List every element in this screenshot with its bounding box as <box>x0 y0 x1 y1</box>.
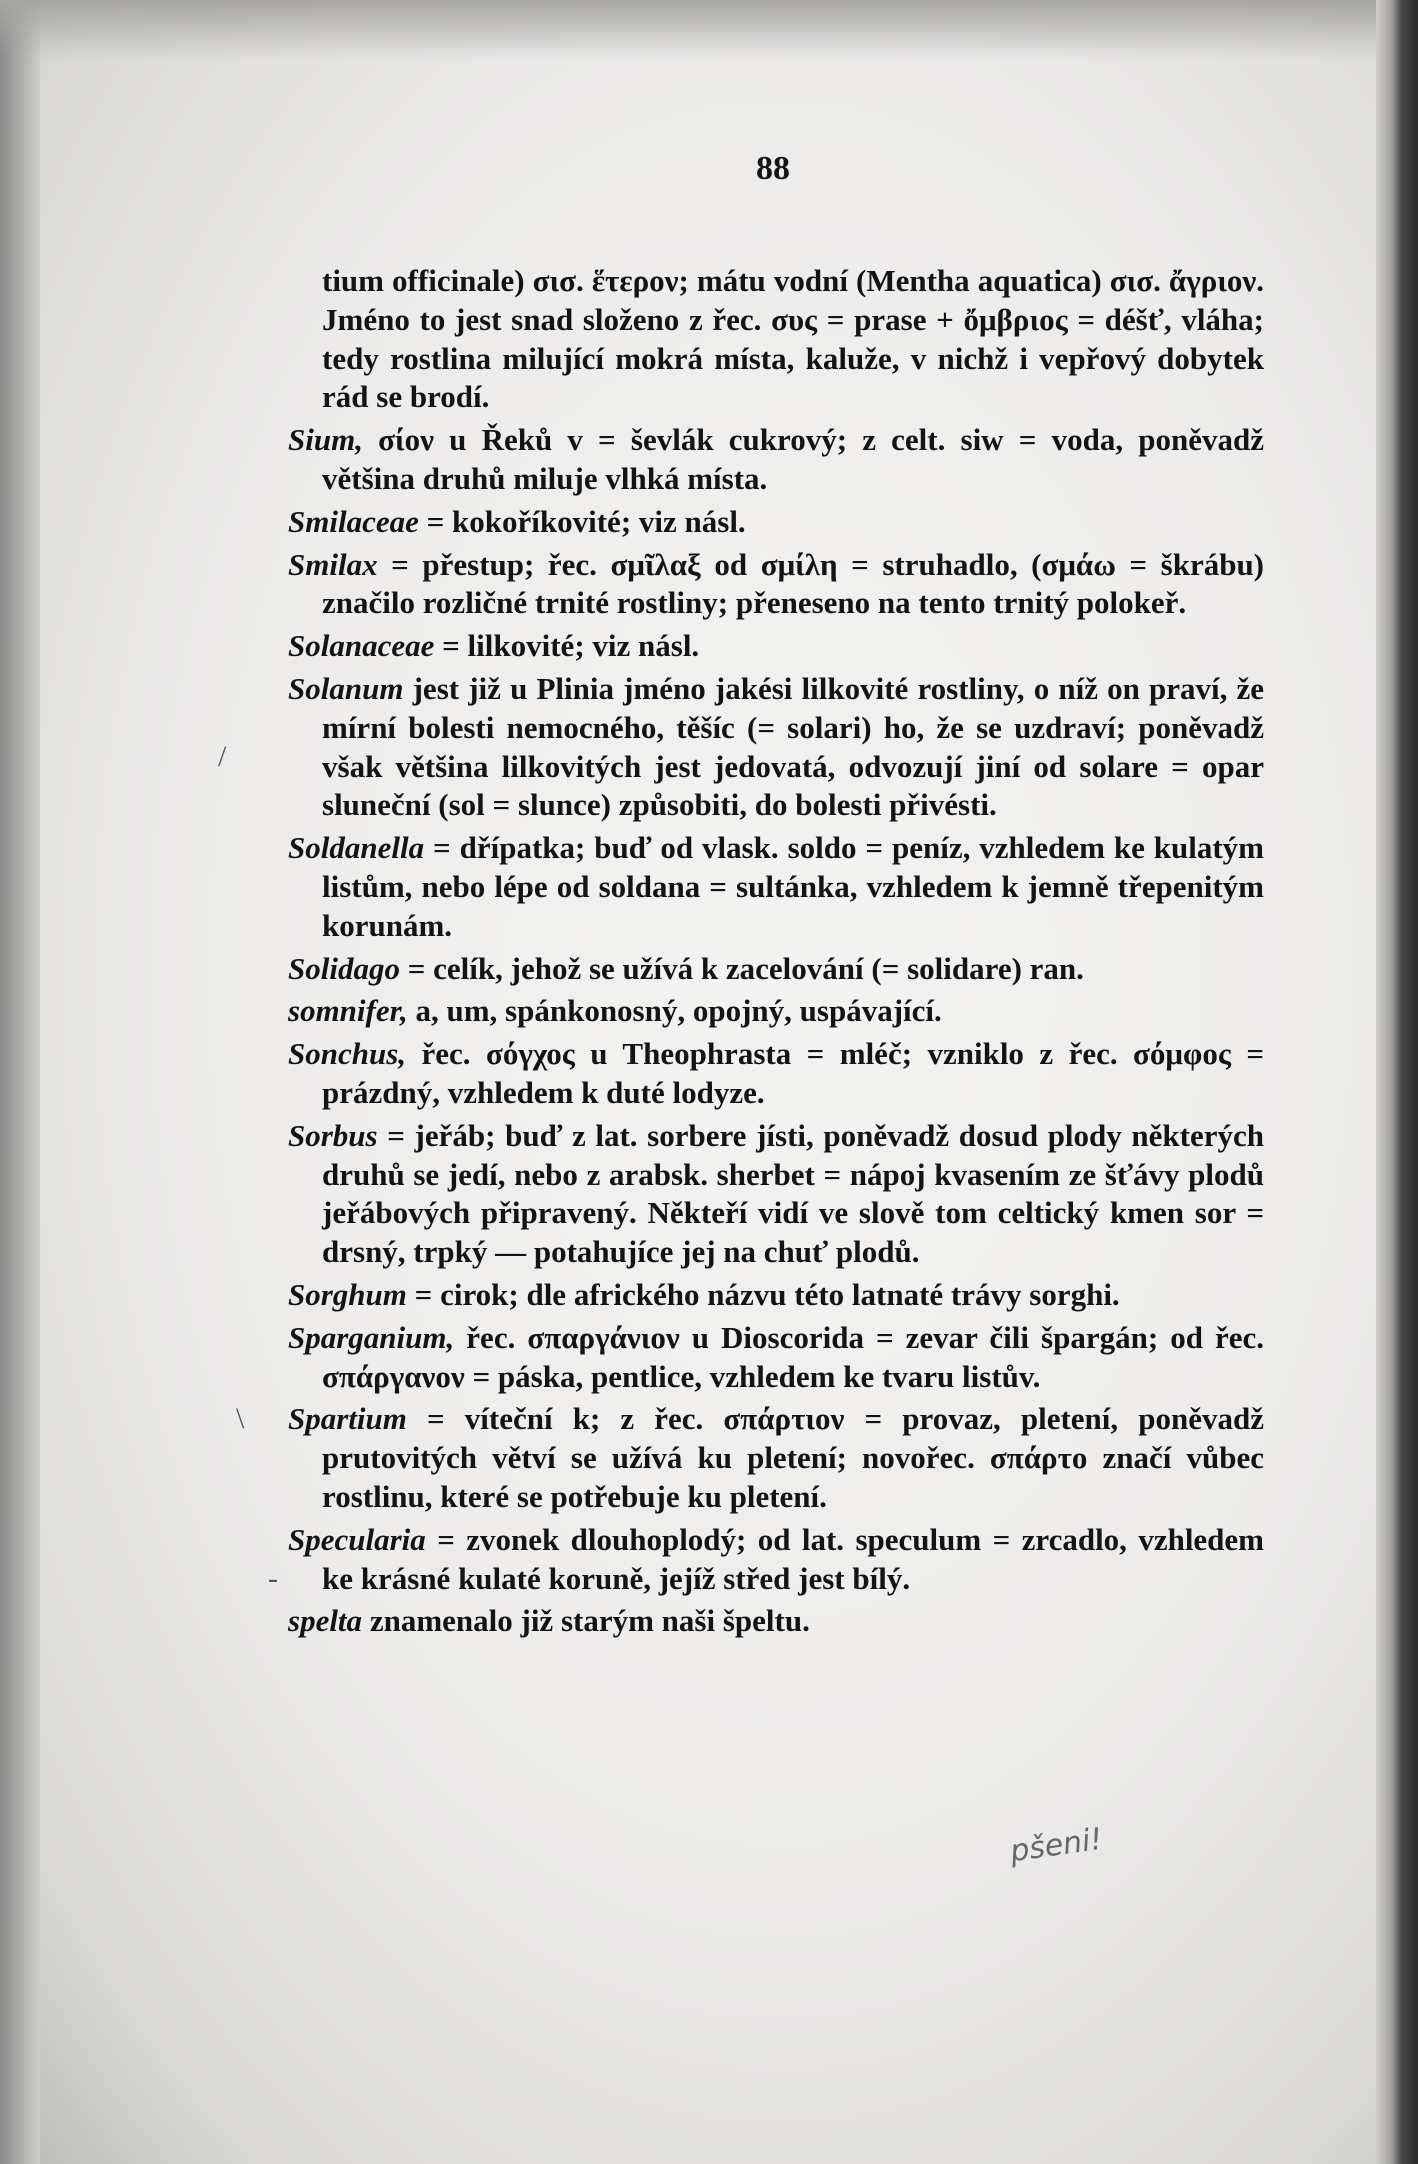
entry-definition: = přestup; řec. σμῖλαξ od σμίλη = struhadlo, (σμάω = škrábu) značilo rozličné trnité rostliny; přeneseno na tento trnitý polokeř. <box>322 546 1265 621</box>
entry-definition: = zvonek dlouhoplodý; od lat. speculum = zrcadlo, vzhledem ke krásné kulaté koruně, jejíž střed jest bílý. <box>322 1521 1265 1596</box>
dictionary-entry <box>288 1035 1264 1113</box>
entry-term: Smilax <box>288 546 378 582</box>
entry-term: Specularia <box>288 1521 426 1557</box>
dictionary-entry <box>288 503 1264 542</box>
page-binding-edge <box>1376 0 1418 2164</box>
dictionary-entry <box>288 1319 1264 1397</box>
page-number: 88 <box>756 150 790 187</box>
entry-definition: = jeřáb; buď z lat. sorbere jísti, poněvadž dosud plody některých druhů se jedí, nebo z arabsk. sherbet = nápoj kvasením ze šťávy plodů jeřábových připravený. Někteří vidí ve slově tom celtický kmen sor = drsný, trpký — potahujíce jej na chuť plodů. <box>322 1117 1265 1270</box>
entry-definition: znamenalo již starým naši špeltu. <box>369 1603 810 1639</box>
entry-definition: = lilkovité; viz násl. <box>442 628 700 664</box>
dictionary-entry <box>288 627 1264 666</box>
entry-term: Sium, <box>288 422 363 458</box>
entry-definition: a, um, spánkonosný, opojný, uspávající. <box>415 993 942 1029</box>
pencil-tick-mark: / <box>218 740 227 773</box>
dictionary-entry <box>288 950 1264 989</box>
dictionary-entry <box>288 1602 1264 1641</box>
entry-term: somnifer, <box>288 993 408 1029</box>
dictionary-entry <box>288 1521 1264 1599</box>
entry-term: Solidago <box>288 950 400 986</box>
pencil-dash-mark: - <box>268 1562 278 1595</box>
entry-definition: σίον u Řeků v = ševlák cukrový; z celt. siw = voda, poněvadž většina druhů miluje vlhká místa. <box>322 422 1264 496</box>
dictionary-entry <box>288 670 1264 825</box>
entry-definition: = celík, jehož se užívá k zacelování (= solidare) ran. <box>407 950 1084 986</box>
dictionary-entry <box>288 1117 1264 1272</box>
entry-definition: = dřípatka; buď od vlask. soldo = peníz, vzhledem ke kulatým listům, nebo lépe od soldana = sultánka, vzhledem k jemně třepenitým korunám. <box>322 830 1265 943</box>
dictionary-entry <box>288 1400 1264 1516</box>
entry-term: Sorbus <box>288 1117 378 1153</box>
entry-definition: jest již u Plinia jméno jakési lilkovité rostliny, o níž on praví, že mírní bolesti nemocného, těšíc (= solari) ho, že se uzdraví; poněvadž však většina lilkovitých jest jedovatá, odvozují jiní od solare = opar sluneční (sol = slunce) způsobiti, do bolesti přivésti. <box>322 670 1265 823</box>
entry-definition: = cirok; dle afrického názvu této latnaté trávy sorghi. <box>414 1276 1120 1312</box>
entry-definition: = kokoříkovité; viz násl. <box>426 503 746 539</box>
entry-definition: řec. σόγχος u Theophrasta = mléč; vzniklo z řec. σόμφος = prázdný, vzhledem k duté lodyze. <box>322 1036 1265 1110</box>
dictionary-entry <box>288 546 1264 624</box>
pencil-tick-mark: \ <box>236 1402 245 1435</box>
entry-term: Solanaceae <box>288 628 435 664</box>
entry-definition: řec. σπαργάνιον u Dioscorida = zevar čili špargán; od řec. σπάργανον = páska, pentlice, vzhledem ke tvaru listův. <box>322 1319 1264 1394</box>
dictionary-entry <box>288 421 1264 499</box>
handwritten-note: pšeni! <box>1008 1821 1105 1870</box>
entry-term: Sorghum <box>288 1276 407 1312</box>
entry-term: Spartium <box>288 1401 407 1437</box>
entry-term: Soldanella <box>288 830 425 866</box>
dictionary-entry <box>288 262 1264 417</box>
dictionary-entry <box>288 1276 1264 1315</box>
entry-term: Sonchus, <box>288 1036 407 1072</box>
dictionary-entry <box>288 992 1264 1031</box>
entry-term: spelta <box>288 1603 363 1639</box>
entry-definition: tium officinale) σισ. ἕτερον; mátu vodní (Mentha aquatica) σισ. ἄγριον. Jméno to jest snad složeno z řec. συς = prase + ὄμβριος = déšť, vláha; tedy rostlina milující mokrá místa, kaluže, v nichž i vepřový dobytek rád se brodí. <box>322 263 1264 415</box>
entry-term: Smilaceae <box>288 503 419 539</box>
page-shadow-left <box>0 0 40 2164</box>
dictionary-text <box>288 262 1264 1645</box>
page-shadow-top <box>0 0 1418 60</box>
dictionary-entry <box>288 829 1264 945</box>
entry-term: Sparganium, <box>288 1319 455 1355</box>
entry-term: Solanum <box>288 670 404 706</box>
entry-definition: = víteční k; z řec. σπάρτιον = provaz, pletení, poněvadž prutovitých větví se užívá ku pletení; novořec. σπάρτο značí vůbec rostlinu, které se potřebuje ku pletení. <box>322 1401 1265 1514</box>
